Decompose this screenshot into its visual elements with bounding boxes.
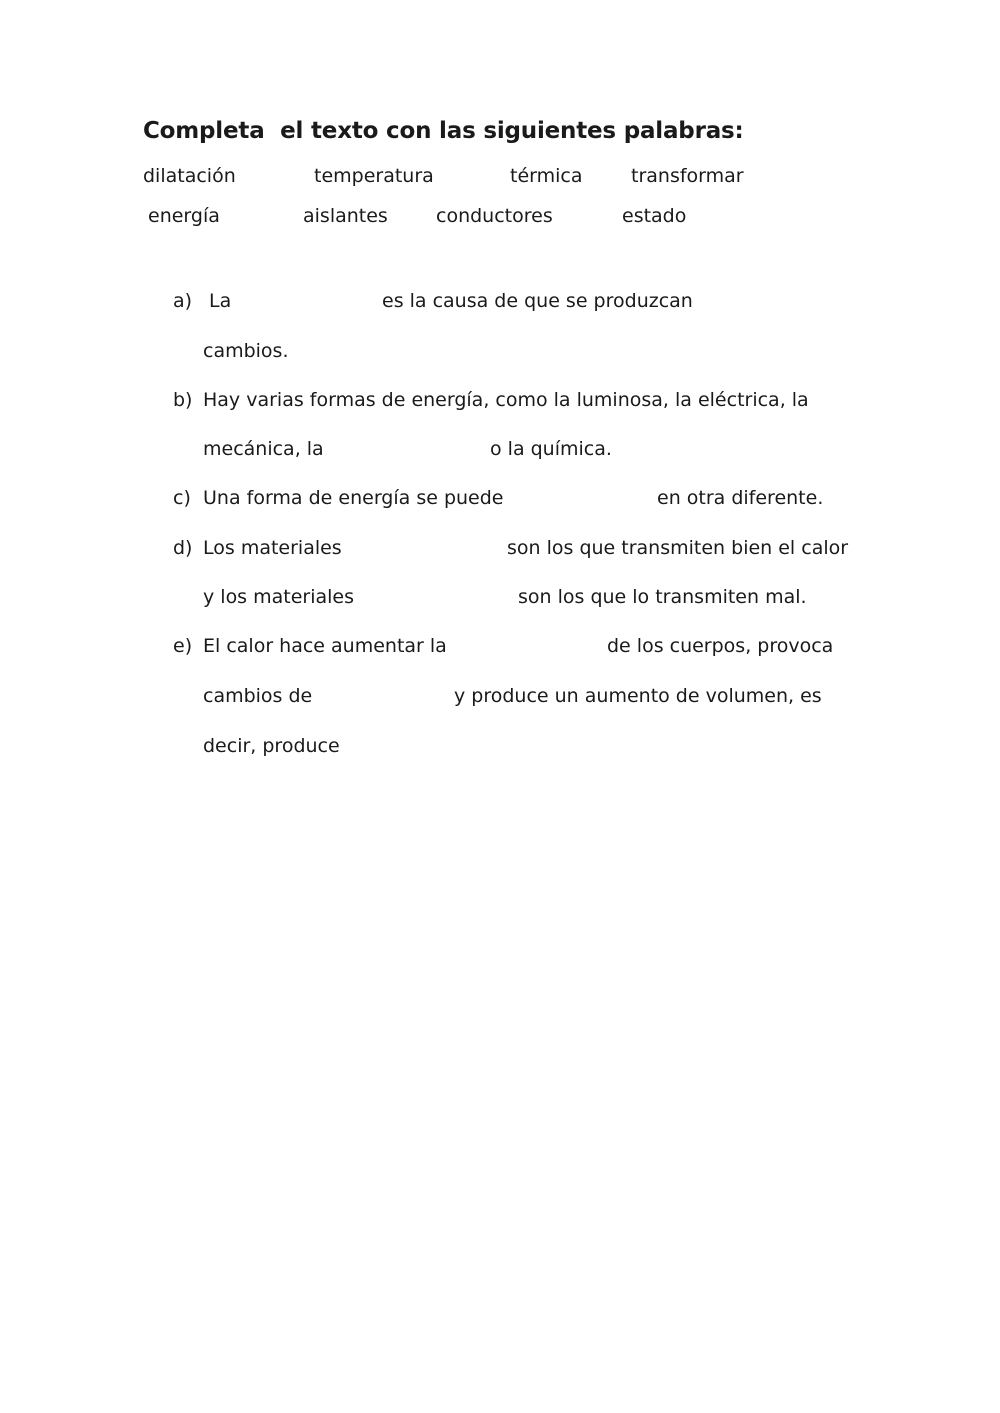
exercise-b-text: o la química. [490, 438, 612, 460]
exercise-marker-e: e) [173, 635, 193, 657]
exercise-d-text: Los materiales [203, 537, 342, 559]
word-bank-item: energía [148, 205, 220, 227]
word-bank-item: térmica [510, 165, 583, 187]
exercise-e-text: y produce un aumento de volumen, es [454, 685, 822, 707]
exercise-e-text: El calor hace aumentar la [203, 635, 447, 657]
word-bank-item: estado [622, 205, 687, 227]
exercise-marker-a: a) [173, 290, 193, 312]
word-bank-item: conductores [436, 205, 553, 227]
exercise-marker-c: c) [173, 487, 191, 509]
exercise-c-text: Una forma de energía se puede [203, 487, 504, 509]
exercise-d-text: y los materiales [203, 586, 355, 608]
exercise-a-text: La [209, 290, 232, 312]
exercise-a-text: es la causa de que se produzcan [382, 290, 693, 312]
word-bank-item: aislantes [303, 205, 388, 227]
exercise-e-text: decir, produce [203, 735, 340, 757]
word-bank-item: dilatación [143, 165, 236, 187]
exercise-e-text: de los cuerpos, provoca [607, 635, 834, 657]
exercise-c-text: en otra diferente. [657, 487, 824, 509]
page-title: Completa el texto con las siguientes palabras: [143, 118, 744, 144]
exercise-a-text: cambios. [203, 340, 289, 362]
word-bank-item: transformar [631, 165, 744, 187]
exercise-d-text: son los que lo transmiten mal. [518, 586, 807, 608]
word-bank-item: temperatura [314, 165, 434, 187]
exercise-e-text: cambios de [203, 685, 313, 707]
exercise-d-text: son los que transmiten bien el calor [507, 537, 849, 559]
exercise-marker-b: b) [173, 389, 193, 411]
exercise-b-text: Hay varias formas de energía, como la luminosa, la eléctrica, la [203, 389, 809, 411]
exercise-b-text: mecánica, la [203, 438, 324, 460]
exercise-marker-d: d) [173, 537, 193, 559]
